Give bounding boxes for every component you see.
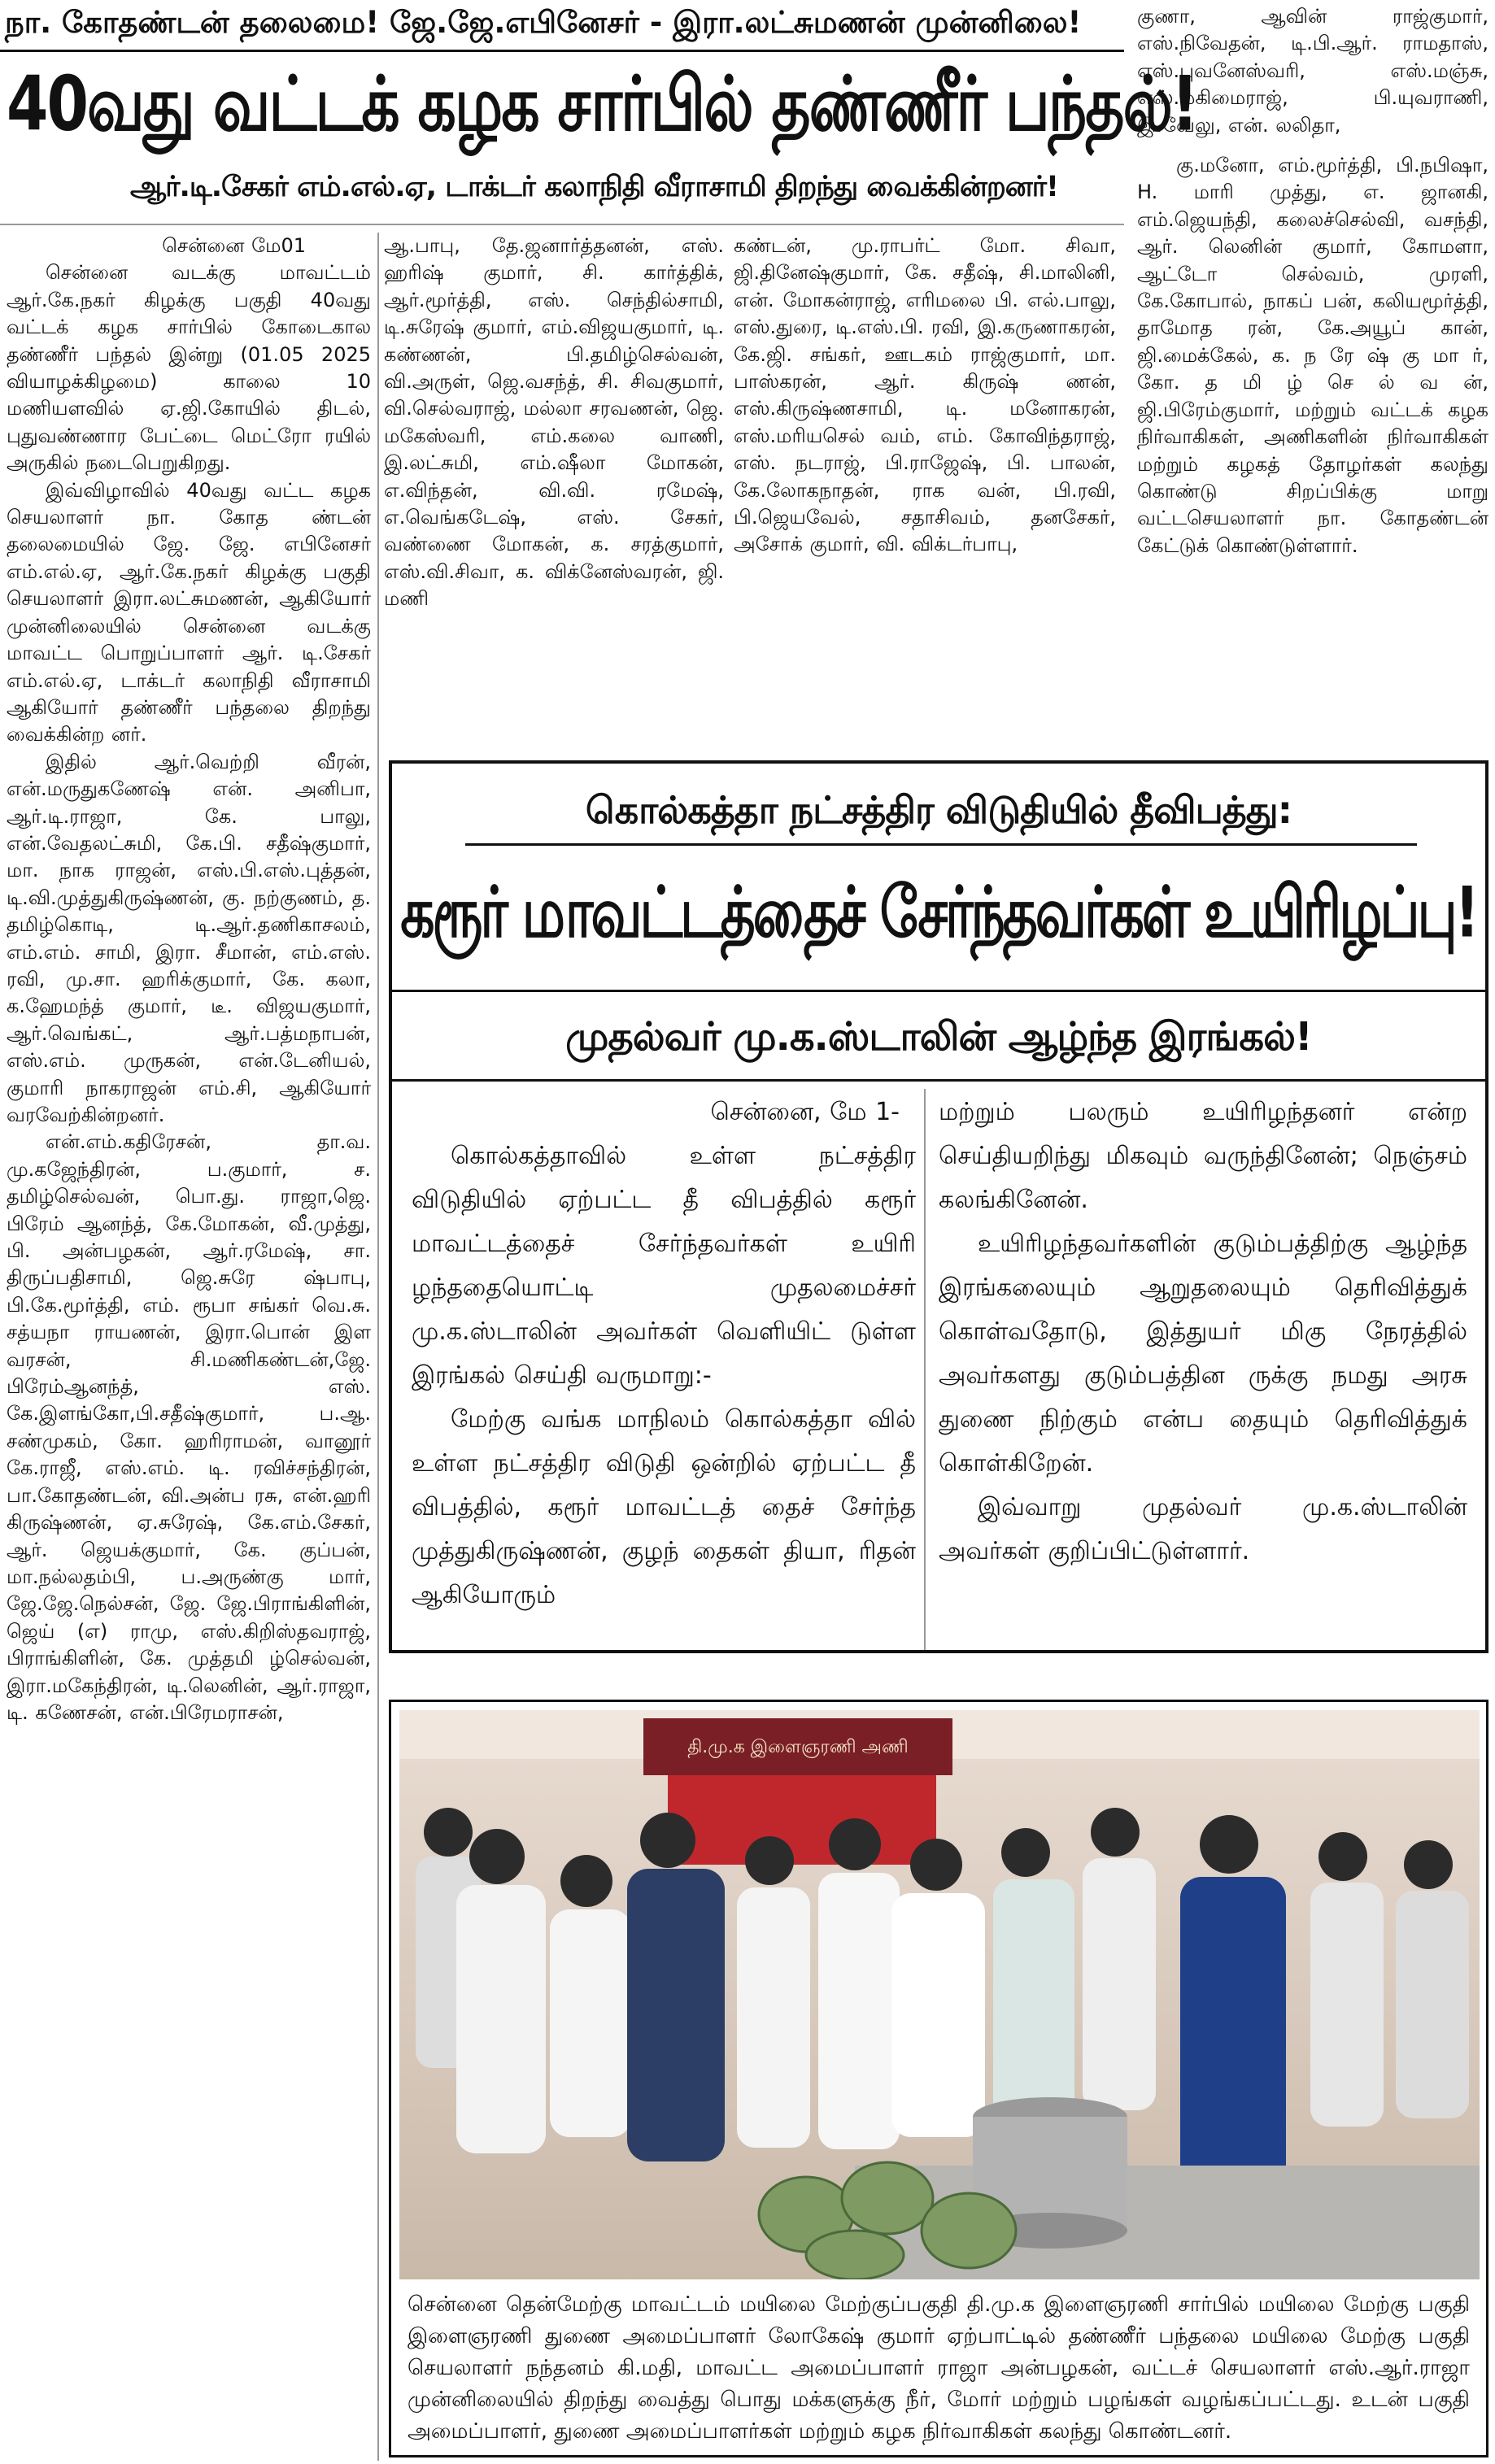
article2-band: முதல்வர் மு.க.ஸ்டாலின் ஆழ்ந்த இரங்கல்! <box>565 1014 1312 1060</box>
photo-caption: சென்னை தென்மேற்கு மாவட்டம் மயிலை மேற்குப்பகுதி தி.மு.க இளைஞரணி சார்பில் மயிலை மேற்கு பகுதி இளைஞரணி துணை அமைப்பாளர் லோகேஷ் குமார் ஏற்பாட்டில் தண்ணீர் பந்தலை மயிலை மேற்கு பகுதி செயலாளர் நந்தனம் கி.மதி, மாவட்ட அமைப்பாளர் ராஜா அன்பழகன், வட்டச் செயலாளர் எஸ்.ஆர்.ராஜா முன்னிலையில் திறந்து வைத்து பொது மக்களுக்கு நீர், மோர் மற்றும் பழங்கள் வழங்கப்பட்டது. உடன் பகுதி அமைப்பாளர், துணை அமைப்பாளர்கள் மற்றும் கழக நிர்வாகிகள் கலந்து கொண்டனர். <box>408 2292 1470 2444</box>
article2-left-column <box>412 1091 916 1617</box>
article2-paragraph: மற்றும் பலரும் உயிரிழந்தனர் என்ற செய்தியறிந்து மிகவும் வருந்தினேன்; நெஞ்சம் கலங்கினேன். <box>939 1098 1467 1214</box>
article2-paragraph: மேற்கு வங்க மாநிலம் கொல்கத்தா வில் உள்ள நட்சத்திர விடுதி ஒன்றில் ஏற்பட்ட தீ விபத்தில், கரூர் மாவட்டத் தைச் சேர்ந்த முத்துகிருஷ்ணன், குழந் தைகள் தியா, ரிதன் ஆகியோரும் <box>412 1405 916 1609</box>
article1-paragraph: என்.எம்.கதிரேசன், தா.வ. மு.கஜேந்திரன், ப.குமார், ச. தமிழ்செல்வன், பொ.து. ராஜா,ஜெ. பிரேம் ஆனந்த், கே.மோகன், வீ.முத்து, பி. அன்பழகன், ஆர்.ரமேஷ், சா. திருப்பதிசாமி, ஜெ.சுரே ஷ்பாபு, பி.கே.மூர்த்தி, எம். ரூபா சங்கர் வெ.சு. சத்யநா ராயணன், இரா.பொன் இள வரசன், சி.மணிகண்டன்,ஜே. பிரேம்ஆனந்த், எஸ். கே.இளங்கோ,பி.சதீஷ்குமார், ப.ஆ. சண்முகம், கோ. ஹரிராமன், வானூர் கே.ராஜீ, எஸ்.எம். டி. ரவிச்சந்திரன், பா.கோதண்டன், வி.அன்ப ரசு, என்.ஹரி கிருஷ்ணன், ஏ.சுரேஷ், கே.எம்.சேகர், ஆர். ஜெயக்குமார், கே. குப்பன், மா.நல்லதம்பி, ப.அருண்கு மார், ஜே.ஜே.நெல்சன், ஜே. ஜே.பிராங்கிளின், ஜெய் (எ) ராமு, எஸ்.கிறிஸ்தவராஜ், பிராங்கிளின், கே. முத்தமி ழ்செல்வன், இரா.மகேந்திரன், டி.லெனின், ஆர்.ராஜா, டி. கணேசன், என்.பிரேமராசன், <box>7 1130 371 1724</box>
article1-kicker: நா. கோதண்டன் தலைமை! ஜே.ஜே.எபினேசர் - இரா.லட்சுமணன் முன்னிலை! <box>5 5 1082 40</box>
article2-paragraph: இவ்வாறு முதல்வர் மு.க.ஸ்டாலின் அவர்கள் குறிப்பிட்டுள்ளார். <box>939 1493 1467 1565</box>
article1-paragraph: இதில் ஆர்.வெற்றி வீரன், என்.மருதுகணேஷ் என். அனிபா, ஆர்.டி.ராஜா, கே. பாலு, என்.வேதலட்சுமி, கே.பி. சதீஷ்குமார், மா. நாக ராஜன், எஸ்.பி.எஸ்.புத்தன், டி.வி.முத்துகிருஷ்ணன், கு. நற்குணம், த. தமிழ்கொடி, டி.ஆர்.தணிகாசலம், எம்.எம். சாமி, இரா. சீமான், எம்.எஸ். ரவி, மு.சா. ஹரிக்குமார், கே. கலா, க.ஹேமந்த் குமார், டீ. விஜயகுமார், ஆர்.வெங்கட், ஆர்.பத்மநாபன், எஸ்.எம். முருகன், என்.டேனியல், குமாரி நாகராஜன் எம்.சி, ஆகியோர் வரவேற்கின்றனர். <box>7 750 371 1126</box>
article1-dateline: சென்னை மே01 <box>162 234 306 257</box>
article1-column-2 <box>384 233 724 613</box>
kicker-underline <box>465 843 1417 846</box>
article1-headline: 40வது வட்டக் கழக சார்பில் தண்ணீர் பந்தல்! <box>7 60 1197 148</box>
headline-rule <box>392 990 1485 992</box>
article2-kicker: கொல்கத்தா நட்சத்திர விடுதியில் தீவிபத்து: <box>585 788 1292 832</box>
article2-right-column <box>939 1091 1467 1574</box>
article1-name-list: கண்டன், மு.ராபர்ட் மோ. சிவா, ஜி.தினேஷ்குமார், கே. சதீஷ், சி.மாலினி, என். மோகன்ராஜ், எரிமலை பி. எல்.பாலு, எஸ்.துரை, டி.எஸ்.பி. ரவி, இ.கருணாகரன், கே.ஜி. சங்கர், ஊடகம் ராஜ்குமார், மா. பாஸ்கரன், ஆர். கிருஷ் ணன், எஸ்.கிருஷ்ணசாமி, டி. மனோகரன், எஸ்.மரியசெல் வம், எம். கோவிந்தராஜ், எஸ். நடராஜ், பி.ராஜேஷ், பி. பாலன், கே.லோகநாதன், ராக வன், பி.ரவி, பி.ஜெயவேல், சதாசிவம், தனசேகர், அசோக் குமார், வி. விக்டர்பாபு, <box>734 234 1116 556</box>
column-rule <box>924 1089 926 1650</box>
photo-banner-text: தி.மு.க இளைஞரணி அணி <box>687 1737 909 1757</box>
photo-box <box>389 1700 1488 2457</box>
article1-name-list: ஆ.பாபு, தே.ஜனார்த்தனன், எஸ். ஹரிஷ் குமார், சி. கார்த்திக், ஆர்.மூர்த்தி, எஸ். செந்தில்சாமி, டி.சுரேஷ் குமார், எம்.விஜயகுமார், டி. கண்ணன், பி.தமிழ்செல்வன், வி.அருள், ஜெ.வசந்த், சி. சிவகுமார், வி.செல்வராஜ், மல்லா சரவணன், ஜெ. மகேஸ்வரி, எம்.கலை வாணி, இ.லட்சுமி, எம்.ஷீலா மோகன், எ.விந்தன், வி.வி. ரமேஷ், எ.வெங்கடேஷ், எஸ். சேகர், வண்ணை மோகன், க. சரத்குமார், எஸ்.வி.சிவா, க. விக்னேஸ்வரன், ஜி. மணி <box>384 234 724 611</box>
article2-paragraph: கொல்கத்தாவில் உள்ள நட்சத்திர விடுதியில் ஏற்பட்ட தீ விபத்தில் கரூர் மாவட்டத்தைச் சேர்ந்தவர்கள் உயிரி ழந்ததையொட்டி முதலமைச்சர் மு.க.ஸ்டாலின் அவர்கள் வெளியிட் டுள்ள இரங்கல் செய்தி வருமாறு:- <box>412 1142 916 1390</box>
article2-dateline: சென்னை, மே 1- <box>710 1098 900 1126</box>
article1-column-4 <box>1137 3 1488 559</box>
band-rule <box>392 1079 1485 1082</box>
article1-name-list: குணா, ஆவின் ராஜ்குமார், எஸ்.நிவேதன், டி.பி.ஆர். ராமதாஸ், எஸ்.புவனேஸ்வரி, எஸ்.மஞ்சு, எஸ்.மகிமைராஜ், பி.யுவராணி, இ.வேலு, என். லலிதா, <box>1137 5 1488 137</box>
article1-column-3 <box>734 233 1116 559</box>
article1-closing: கு.மனோ, எம்.மூர்த்தி, பி.நபிஷா, H. மாரி முத்து, எ. ஜானகி, எம்.ஜெயந்தி, கலைச்செல்வி, வசந்தி, ஆர். லெனின் குமார், கோமளா, ஆட்டோ செல்வம், முரளி, கே.கோபால், நாகப் பன், கலியமூர்த்தி, தாமோத ரன், கே.அயூப் கான், ஜி.மைக்கேல், க. ந ரே ஷ் கு மா ர், கோ. த மி ழ் செ ல் வ ன், ஜி.பிரேம்குமார், மற்றும் வட்டக் கழக நிர்வாகிகள், அணிகளின் நிர்வாகிகள் மற்றும் கழகத் தோழர்கள் கலந்து கொண்டு சிறப்பிக்கு மாறு வட்டசெயலாளர் நா. கோதண்டன் கேட்டுக் கொண்டுள்ளார். <box>1137 154 1488 557</box>
article2-paragraph: உயிரிழந்தவர்களின் குடும்பத்திற்கு ஆழ்ந்த இரங்கலையும் ஆறுதலையும் தெரிவித்துக் கொள்வதோடு, இத்துயர் மிகு நேரத்தில் அவர்களது குடும்பத்தின ருக்கு நமது அரசு துணை நிற்கும் என்ப தையும் தெரிவித்துக் கொள்கிறேன். <box>939 1230 1467 1478</box>
article1-paragraph: சென்னை வடக்கு மாவட்டம் ஆர்.கே.நகர் கிழக்கு பகுதி 40வது வட்டக் கழக சார்பில் கோடைகால தண்ணீர் பந்தல் இன்று (01.05 2025 வியாழக்கிழமை) காலை 10 மணியளவில் ஏ.ஜி.கோயில் திடல், புதுவண்ணார பேட்டை மெட்ரோ ரயில் அருகில் நடைபெறுகிறது. <box>7 261 371 475</box>
article1-column-1 <box>7 233 371 1726</box>
article2-headline: கரூர் மாவட்டத்தைச் சேர்ந்தவர்கள் உயிரிழப்பு! <box>400 872 1477 954</box>
article1-subhead: ஆர்.டி.சேகர் எம்.எல்.ஏ, டாக்டர் கலாநிதி வீராசாமி திறந்து வைக்கின்றனர்! <box>130 171 1058 203</box>
article1-paragraph: இவ்விழாவில் 40வது வட்ட கழக செயலாளர் நா. கோத ண்டன் தலைமையில் ஜே. ஜே. எபினேசர் எம்.எல்.ஏ, ஆர்.கே.நகர் கிழக்கு பகுதி செயலாளர் இரா.லட்சுமணன், ஆகியோர் முன்னிலையில் சென்னை வடக்கு மாவட்ட பொறுப்பாளர் ஆர். டி.சேகர் எம்.எல்.ஏ, டாக்டர் கலாநிதி வீராசாமி ஆகியோர் தண்ணீர் பந்தலை திறந்து வைக்கின்ற னர். <box>7 478 371 747</box>
article2-box <box>389 760 1488 1653</box>
divider <box>0 224 1124 225</box>
event-photo <box>399 1710 1480 2279</box>
column-rule <box>377 233 379 2461</box>
